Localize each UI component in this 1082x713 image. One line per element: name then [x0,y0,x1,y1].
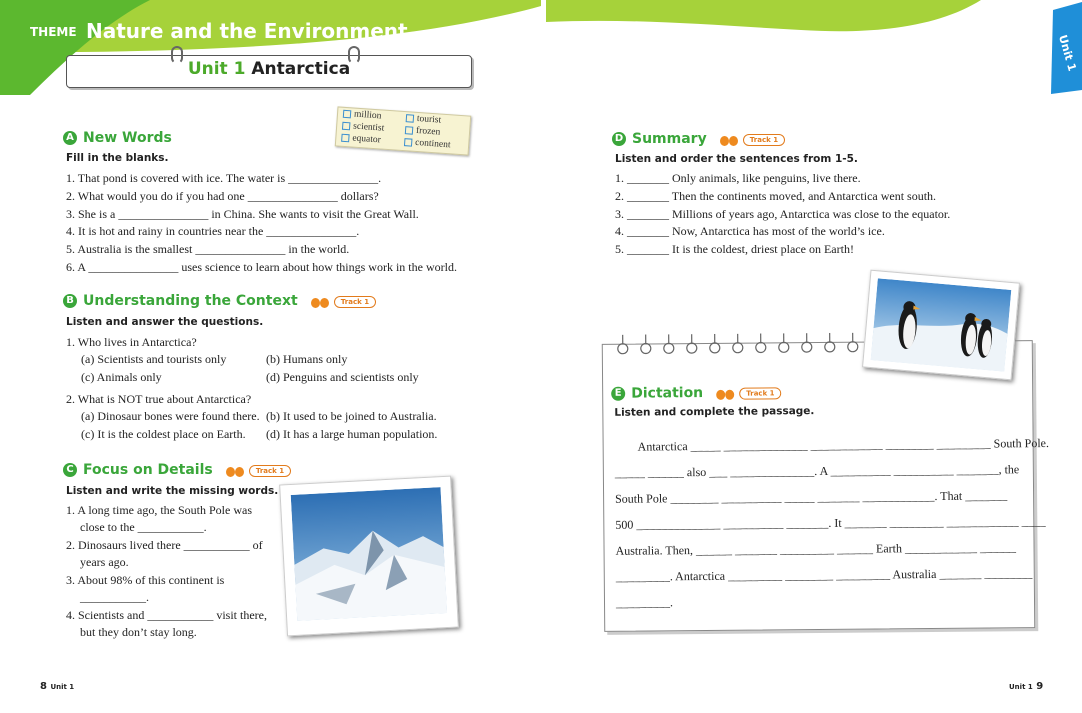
unit-number: Unit 1 [187,59,246,79]
exercise-line: 2. Dinosaurs lived there ___________ of [66,538,263,552]
answer-option: (b) It used to be joined to Australia. [266,409,437,423]
word-box-item: scientist [342,121,385,134]
section-a-header [63,127,172,146]
dictation-line: _____ ______ also ___ ______________. A __________ __________ _______, the [614,462,1020,480]
section-b-instruction: Listen and answer the questions. [66,316,264,328]
page-number-right: Unit 1 9 [1009,681,1044,692]
penguins-image [871,278,1012,371]
section-d-header [612,128,785,148]
answer-option: (b) Humans only [266,352,348,366]
theme-title: Nature and the Environment [86,19,408,43]
dictation-line: _________. [615,595,674,610]
summary-item: 3. _______ Millions of years ago, Antarctica was close to the equator. [615,207,951,221]
exercise-line: 1. That pond is covered with ice. The water is _______________. [66,171,382,185]
exercise-line: 3. About 98% of this continent is [66,573,225,587]
dictation-line: _________. Antarctica _________ ________ _________ Australia _______ ________ [615,566,1033,584]
section-d-instruction: Listen and order the sentences from 1-5. [615,153,858,165]
section-title: New Words [83,130,172,146]
binder-ring-icon [348,46,360,64]
summary-item: 2. _______ Then the continents moved, and Antarctica went south. [615,189,937,203]
track-label: Track 1 [714,382,781,402]
headphones-icon [714,386,736,400]
answer-option: (d) It has a large human population. [266,427,438,441]
unit-side-tab [1031,2,1082,97]
top-wave-band [541,0,1082,60]
word-box-item: million [343,109,382,122]
answer-option: (a) Scientists and tourists only [81,352,227,366]
section-title: Understanding the Context [83,293,298,309]
checkbox-icon [343,110,352,119]
dictation-line: South Pole ________ __________ _____ _______ ____________. That _______ [615,488,1008,506]
section-title: Dictation [631,385,704,402]
section-title: Summary [632,131,707,147]
exercise-line: ___________. [80,590,149,604]
checkbox-icon [404,138,413,147]
section-badge: C [63,463,77,477]
section-e-header [611,381,781,402]
answer-option: (a) Dinosaur bones were found there. [81,409,260,423]
section-c-instruction: Listen and write the missing words. [66,485,279,497]
exercise-line: 2. What would you do if you had one _______________ dollars? [66,189,379,203]
answer-option: (c) It is the coldest place on Earth. [81,427,246,441]
exercise-line: close to the ___________. [80,520,207,534]
exercise-line: but they don’t stay long. [80,625,197,639]
checkbox-icon [342,122,351,131]
question: 1. Who lives in Antarctica? [66,335,197,349]
mountain-photo [279,476,459,637]
snowy-mountains-image [291,487,447,621]
side-tab-label: Unit 1 [1055,33,1079,73]
theme-tag: THEME [30,25,77,39]
section-e-instruction: Listen and complete the passage. [614,405,815,419]
answer-option: (d) Penguins and scientists only [266,370,419,384]
unit-banner [66,55,472,88]
exercise-line: 5. Australia is the smallest _______________ in the world. [66,242,350,256]
section-a-instruction: Fill in the blanks. [66,152,169,164]
summary-item: 4. _______ Now, Antarctica has most of the world’s ice. [615,224,885,238]
headphones-icon [718,133,740,147]
page-number-left: 8 Unit 1 [40,681,75,692]
section-b-header [63,290,376,310]
summary-item: 1. _______ Only animals, like penguins, live there. [615,171,861,185]
track-label: Track 1 [309,291,376,310]
unit-title: Antarctica [251,59,351,79]
section-badge: E [611,386,625,400]
checkbox-icon [406,114,415,123]
exercise-line: 4. Scientists and ___________ visit there, [66,608,267,622]
exercise-line: 6. A _______________ uses science to learn about how things work in the world. [66,260,457,274]
section-c-header [63,459,291,479]
checkbox-icon [405,126,414,135]
binder-ring-icon [171,46,183,64]
exercise-line: years ago. [80,555,129,569]
exercise-line: 3. She is a _______________ in China. She wants to visit the Great Wall. [66,207,419,221]
word-box [335,106,471,155]
dictation-line: Antarctica _____ ______________ ____________ ________ _________ South Pole. [637,435,1050,454]
exercise-line: 1. A long time ago, the South Pole was [66,503,252,517]
section-title: Focus on Details [83,462,213,478]
exercise-line: 4. It is hot and rainy in countries near the _______________. [66,224,360,238]
track-label: Track 1 [224,460,291,479]
word-box-item: tourist [406,113,442,125]
checkbox-icon [341,134,350,143]
dictation-notepad [602,340,1050,632]
word-box-item: equator [341,133,381,146]
summary-item: 5. _______ It is the coldest, driest place on Earth! [615,242,854,256]
section-badge: A [63,131,77,145]
headphones-icon [224,464,246,478]
section-badge: D [612,132,626,146]
penguin-photo [862,270,1020,381]
section-badge: B [63,294,77,308]
answer-option: (c) Animals only [81,370,162,384]
word-box-item: frozen [405,125,441,137]
headphones-icon [309,295,331,309]
word-box-item: continent [404,137,451,150]
question: 2. What is NOT true about Antarctica? [66,392,252,406]
dictation-line: Australia. Then, ______ _______ _________ ______ Earth ____________ ______ [615,540,1017,558]
track-label: Track 1 [718,129,785,148]
dictation-line: 500 ______________ __________ _______. It _______ _________ ____________ ____ [615,514,1046,532]
